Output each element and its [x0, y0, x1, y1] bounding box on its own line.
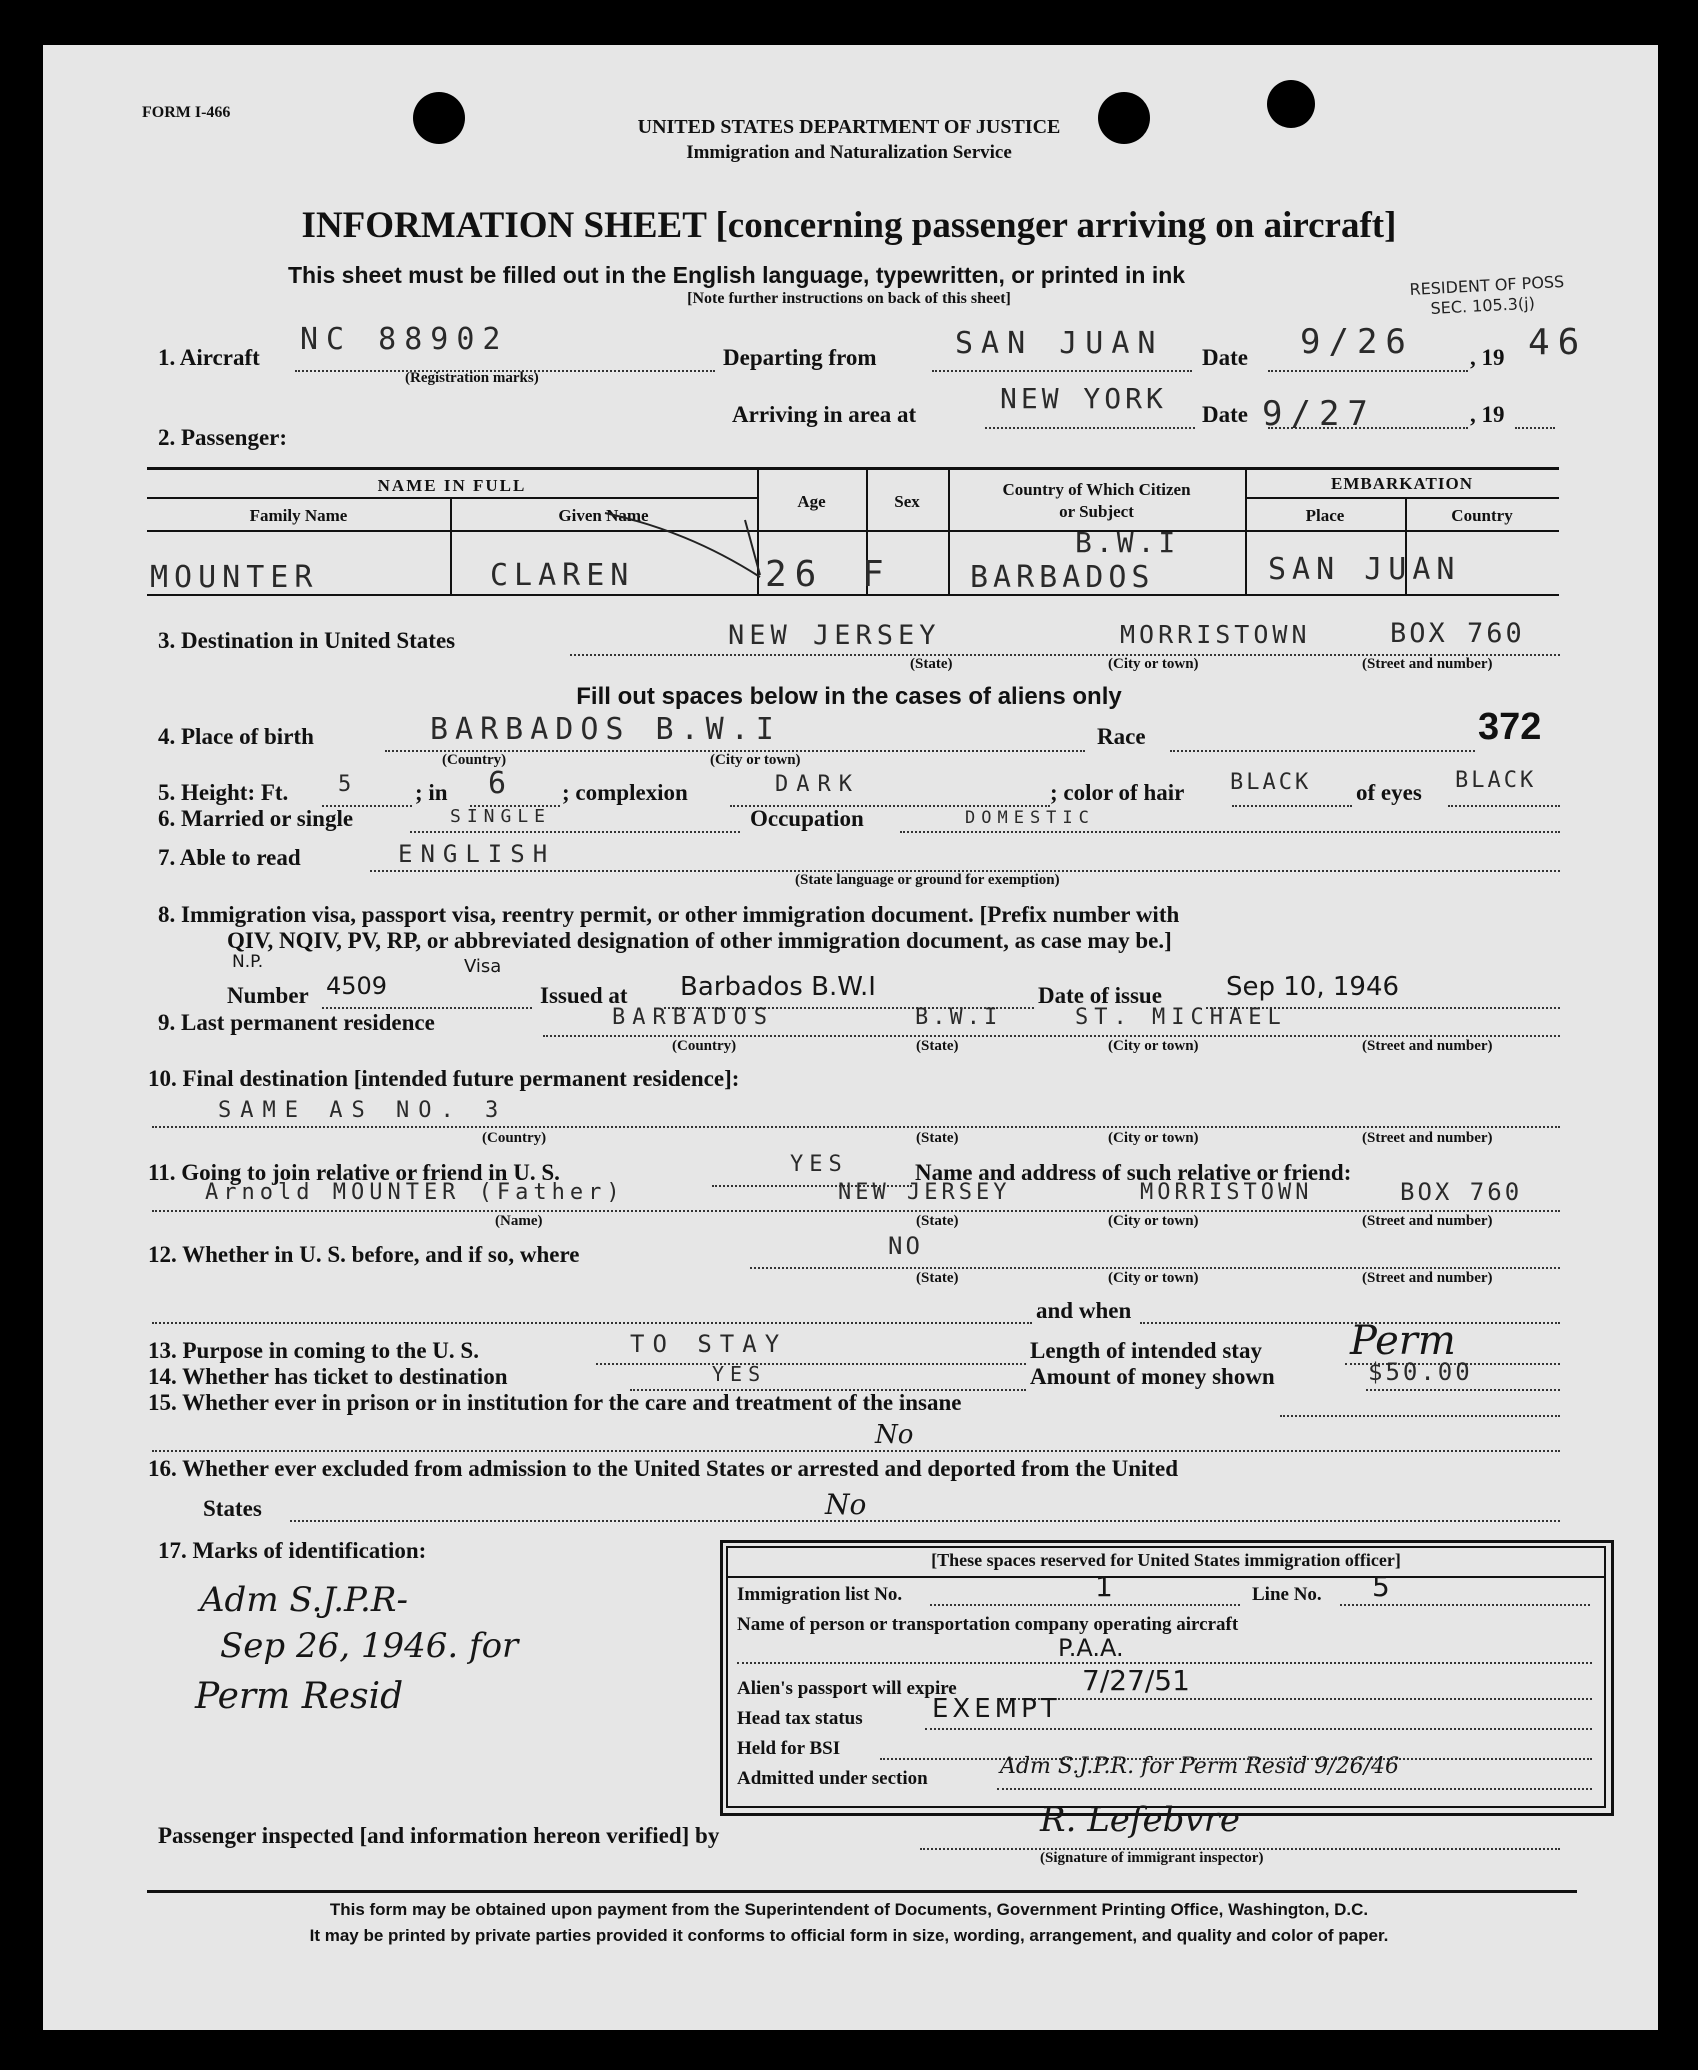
final-sub-street: (Street and number): [1362, 1130, 1493, 1146]
table-header-mid-right: [1245, 497, 1559, 499]
final-sub-city: (City or town): [1108, 1130, 1199, 1146]
final-sub-state: (State): [916, 1130, 959, 1146]
country-value: BARBADOS: [970, 560, 1155, 595]
prison-value: No: [875, 1420, 914, 1450]
date2-value: 9/27: [1262, 394, 1376, 434]
birth-sub-city: (City or town): [710, 752, 801, 768]
residence-sub-street: (Street and number): [1362, 1038, 1493, 1054]
before-sub-state: (State): [916, 1270, 959, 1286]
money-label: Amount of money shown: [1030, 1364, 1275, 1389]
admitted-value: Adm S.J.P.R. for Perm Resid 9/26/46: [1000, 1754, 1399, 1779]
sex-value: F: [862, 554, 892, 595]
visa-label-1: 8. Immigration visa, passport visa, reentry permit, or other immigration document. [Prefix number with: [158, 902, 1180, 927]
instruction-line: This sheet must be filled out in the English language, typewritten, or printed in ink: [288, 262, 1186, 288]
visa-issued-label: Issued at: [540, 983, 628, 1008]
read-label: 7. Able to read: [158, 845, 301, 870]
married-line: [410, 831, 740, 833]
excluded-label-2: States: [203, 1496, 262, 1521]
height-in-label: ; in: [415, 780, 448, 805]
footer-line-1: This form may be obtained upon payment from the Superintendent of Documents, Government Printing Office, Washington, D.C.: [329, 1900, 1369, 1919]
join-address-line: [152, 1210, 1560, 1212]
tax-value: EXEMPT: [932, 1694, 1061, 1724]
destination-street: BOX 760: [1390, 618, 1525, 649]
date-label: Date: [1202, 345, 1248, 370]
passenger-label: 2. Passenger:: [158, 425, 288, 450]
before-value: NO: [888, 1232, 923, 1260]
money-value: $50.00: [1368, 1358, 1473, 1386]
purpose-value: TO STAY: [630, 1330, 788, 1358]
inspected-label: Passenger inspected [and information hereon verified] by: [158, 1823, 720, 1848]
join-name-label: Name and address of such relative or friend:: [915, 1160, 1352, 1185]
visa-number-label: Number: [227, 983, 309, 1008]
officer-header-rule: [728, 1576, 1604, 1578]
ticket-value: YES: [712, 1362, 767, 1386]
complexion-value: DARK: [775, 772, 860, 797]
join-sub-city: (City or town): [1108, 1213, 1199, 1229]
birth-value: BARBADOS B.W.I: [430, 712, 781, 747]
excluded-line: [290, 1520, 1560, 1522]
list-value: 1: [1095, 1570, 1113, 1603]
eyes-line: [1448, 805, 1560, 807]
prison-line-2: [152, 1450, 1560, 1452]
marks-line-2: Sep 26, 1946. for: [220, 1626, 519, 1666]
tax-label: Head tax status: [737, 1708, 863, 1729]
birth-label: 4. Place of birth: [158, 724, 314, 749]
destination-label: 3. Destination in United States: [158, 628, 456, 653]
marks-line-1: Adm S.J.P.R-: [200, 1580, 408, 1620]
inspected-signature: R. Lefebvre: [1040, 1800, 1240, 1840]
residence-sub-state: (State): [916, 1038, 959, 1054]
visa-date-value: Sep 10, 1946: [1226, 972, 1400, 1002]
country-top-value: B.W.I: [1075, 526, 1180, 559]
married-label: 6. Married or single: [158, 806, 354, 831]
departing-label: Departing from: [723, 345, 877, 370]
department-heading: UNITED STATES DEPARTMENT OF JUSTICE: [637, 116, 1061, 138]
residence-country: BARBADOS: [612, 1005, 774, 1030]
join-state-value: NEW JERSEY: [838, 1180, 1011, 1205]
race-line: [1170, 750, 1475, 752]
table-header-mid-left: [147, 497, 757, 499]
final-label: 10. Final destination [intended future permanent residence]:: [148, 1066, 740, 1091]
occupation-value: DOMESTIC: [965, 808, 1095, 828]
race-label: Race: [1097, 724, 1146, 749]
line-value: 5: [1372, 1570, 1390, 1603]
table-pen-stroke: [600, 505, 770, 585]
note-line: [Note further instructions on back of this sheet]: [687, 290, 1011, 307]
purpose-line: [596, 1363, 1026, 1365]
eyes-value: BLACK: [1455, 768, 1537, 793]
destination-city: MORRISTOWN: [1120, 620, 1311, 649]
height-ft-value: 5: [338, 772, 360, 797]
form-number: FORM I-466: [142, 104, 231, 121]
occupation-line: [900, 831, 1560, 833]
table-header-bottom: [147, 530, 1559, 532]
purpose-label: 13. Purpose in coming to the U. S.: [148, 1338, 479, 1363]
company-label: Name of person or transportation company operating aircraft: [737, 1614, 1239, 1635]
given-name-value: CLAREN: [490, 558, 635, 593]
join-street-value: BOX 760: [1400, 1178, 1523, 1206]
name-in-full-header: NAME IN FULL: [377, 476, 527, 495]
tax-line: [925, 1728, 1592, 1730]
departing-line: [932, 370, 1192, 372]
country-header-1: Country of Which Citizen: [1002, 480, 1191, 499]
aircraft-value: NC 88902: [300, 322, 509, 357]
eyes-label: of eyes: [1356, 780, 1422, 805]
company-value: P.A.A.: [1058, 1634, 1124, 1662]
country-header-2: or Subject: [1059, 502, 1134, 521]
service-heading: Immigration and Naturalization Service: [686, 142, 1012, 163]
stay-value: Perm: [1350, 1318, 1456, 1364]
visa-issued-value: Barbados B.W.I: [680, 972, 876, 1002]
marks-label: 17. Marks of identification:: [158, 1538, 427, 1563]
place-header: Place: [1305, 506, 1345, 525]
age-value: 26: [765, 554, 825, 595]
list-line: [930, 1604, 1240, 1606]
line-line: [1340, 1604, 1590, 1606]
footer-line-2: It may be printed by private parties provided it conforms to official form in size, wording, arrangement, and quality and color of paper.: [309, 1926, 1389, 1945]
year2-line: [1515, 427, 1555, 429]
family-name-value: MOUNTER: [150, 560, 319, 595]
destination-state: NEW JERSEY: [728, 620, 941, 651]
aliens-heading: Fill out spaces below in the cases of aliens only: [576, 683, 1122, 710]
date-line: [1268, 370, 1468, 372]
height-in-value: 6: [488, 766, 515, 801]
before-line: [750, 1267, 1560, 1269]
hair-label: ; color of hair: [1050, 780, 1185, 805]
marks-line-3: Perm Resid: [195, 1676, 404, 1717]
hair-line: [1232, 805, 1352, 807]
embarkation-header: EMBARKATION: [1331, 474, 1473, 493]
before-sub-city: (City or town): [1108, 1270, 1199, 1286]
residence-state: B.W.I: [915, 1005, 1002, 1030]
visa-number-value: 4509: [326, 972, 388, 1000]
year2-prefix: , 19: [1470, 402, 1505, 427]
year-prefix: , 19: [1470, 345, 1505, 370]
married-value: SINGLE: [450, 806, 552, 827]
residence-line: [543, 1035, 1560, 1037]
residence-sub-country-label: (Country): [672, 1038, 737, 1054]
table-bottom-rule: [147, 594, 1559, 596]
inspected-sub: (Signature of immigrant inspector): [1040, 1850, 1264, 1866]
visa-date-label: Date of issue: [1038, 983, 1162, 1008]
expire-value: 7/27/51: [1082, 1664, 1190, 1697]
ticket-label: 14. Whether has ticket to destination: [148, 1364, 508, 1389]
birth-sub-country: (Country): [442, 752, 507, 768]
destination-sub-city: (City or town): [1108, 656, 1199, 672]
table-top-rule: [147, 467, 1559, 470]
destination-sub-state: (State): [910, 656, 953, 672]
final-value: SAME AS NO. 3: [218, 1098, 508, 1123]
money-line: [1366, 1389, 1560, 1391]
footer-rule: [147, 1890, 1577, 1893]
hair-value: BLACK: [1230, 770, 1312, 795]
complexion-label: ; complexion: [562, 780, 688, 805]
final-line: [152, 1126, 1560, 1128]
aircraft-sub: (Registration marks): [405, 370, 539, 386]
read-value: ENGLISH: [398, 840, 556, 868]
read-sub: (State language or ground for exemption): [795, 872, 1060, 888]
join-sub-state: (State): [916, 1213, 959, 1229]
destination-sub-street: (Street and number): [1362, 656, 1493, 672]
stay-label: Length of intended stay: [1030, 1338, 1262, 1363]
residence-label: 9. Last permanent residence: [158, 1010, 435, 1035]
embark-country-header: Country: [1451, 506, 1513, 525]
departing-value: SAN JUAN: [955, 326, 1164, 361]
join-sub-street: (Street and number): [1362, 1213, 1493, 1229]
visa-label-2: QIV, NQIV, PV, RP, or abbreviated designation of other immigration document, as case may be.]: [227, 928, 1172, 953]
stamp-line-2: SEC. 105.3(j): [1430, 293, 1536, 318]
join-sub-name: (Name): [495, 1213, 543, 1229]
before-sub-street: (Street and number): [1362, 1270, 1493, 1286]
join-city-value: MORRISTOWN: [1140, 1180, 1313, 1205]
arriving-label: Arriving in area at: [732, 402, 917, 427]
family-name-header: Family Name: [249, 506, 348, 525]
list-label: Immigration list No.: [737, 1584, 903, 1605]
officer-header: [These spaces reserved for United States immigration officer]: [931, 1550, 1401, 1570]
expire-line: [1002, 1698, 1592, 1700]
arriving-line: [985, 427, 1195, 429]
arriving-value: NEW YORK: [1000, 382, 1167, 415]
aircraft-label: 1. Aircraft: [158, 345, 260, 370]
prison-label: 15. Whether ever in prison or in institution for the care and treatment of the insane: [148, 1390, 962, 1415]
visa-annot-np: N.P.: [232, 952, 264, 972]
visa-number-line: [322, 1007, 532, 1009]
line-label: Line No.: [1252, 1584, 1322, 1605]
when-label: and when: [1036, 1298, 1132, 1323]
page-title: INFORMATION SHEET [concerning passenger arriving on aircraft]: [301, 205, 1397, 246]
residence-city: ST. MICHAEL: [1075, 1005, 1287, 1030]
residence-sub-city: (City or town): [1108, 1038, 1199, 1054]
expire-label: Alien's passport will expire: [737, 1678, 957, 1699]
join-value: YES: [790, 1152, 848, 1177]
visa-annot-visa: Visa: [464, 956, 502, 977]
before-label: 12. Whether in U. S. before, and if so, where: [148, 1242, 580, 1267]
race-value: 372: [1478, 706, 1542, 748]
prison-line: [1280, 1415, 1560, 1417]
date2-label: Date: [1202, 402, 1248, 427]
admitted-label: Admitted under section: [737, 1768, 928, 1789]
stamp-line-1: RESIDENT OF POSS: [1409, 271, 1565, 300]
final-sub-country: (Country): [482, 1130, 547, 1146]
join-label: 11. Going to join relative or friend in U. S.: [148, 1160, 560, 1185]
occupation-label: Occupation: [750, 806, 864, 831]
given-name-header: Given Name: [558, 506, 649, 525]
bsi-label: Held for BSI: [737, 1738, 841, 1759]
excluded-label-1: 16. Whether ever excluded from admission to the United States or arrested and deported from the United: [148, 1456, 1179, 1481]
date-value: 9/26: [1300, 322, 1414, 362]
sex-header: Sex: [894, 492, 920, 511]
height-label: 5. Height: Ft.: [158, 780, 289, 805]
join-name-value: Arnold MOUNTER (Father): [205, 1180, 625, 1205]
age-header: Age: [797, 492, 826, 511]
when-line-left: [152, 1322, 1032, 1324]
place-value: SAN JUAN: [1268, 552, 1461, 587]
year-value: 46: [1528, 322, 1588, 363]
admitted-line: [997, 1788, 1592, 1790]
excluded-value: No: [825, 1488, 867, 1521]
